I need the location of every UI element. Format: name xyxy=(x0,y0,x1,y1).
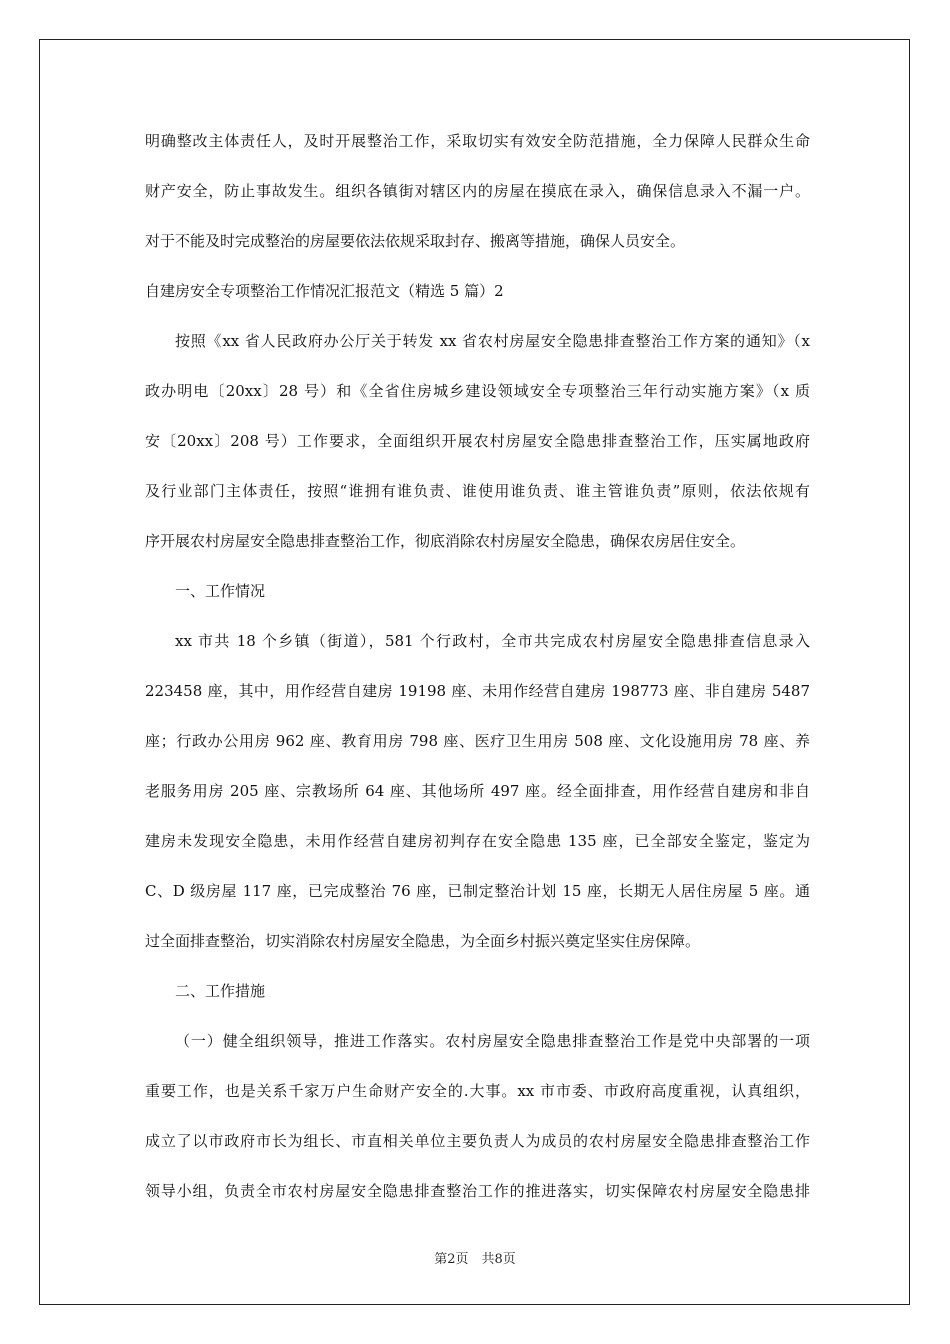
paragraph xyxy=(145,316,810,566)
text-line: C、D 级房屋 117 座，已完成整治 76 座，已制定整治计划 15 座，长期无人居住房屋 5 座。通 xyxy=(145,882,810,900)
text-line: 建房未发现安全隐患，未用作经营自建房初判存在安全隐患 135 座，已全部安全鉴定，鉴定为 xyxy=(145,832,810,850)
text-line: 及行业部门主体责任，按照“谁拥有谁负责、谁使用谁负责、谁主管谁负责”原则，依法依规有 xyxy=(145,482,810,500)
text-line: 按照《xx 省人民政府办公厅关于转发 xx 省农村房屋安全隐患排查整治工作方案的通知》（x xyxy=(175,332,810,350)
paragraph xyxy=(145,616,810,966)
text-line: 老服务用房 205 座、宗教场所 64 座、其他场所 497 座。经全面排查，用作经营自建房和非自 xyxy=(145,782,810,800)
section-title xyxy=(145,266,810,316)
section-heading xyxy=(145,566,810,616)
text-line: 政办明电〔20xx〕28 号）和《全省住房城乡建设领域安全专项整治三年行动实施方案》（x 质 xyxy=(145,382,810,400)
text-line: 明确整改主体责任人，及时开展整治工作，采取切实有效安全防范措施，全力保障人民群众生命 xyxy=(145,132,810,150)
text-line: 领导小组，负责全市农村房屋安全隐患排查整治工作的推进落实，切实保障农村房屋安全隐患排 xyxy=(145,1182,810,1200)
document-body xyxy=(145,116,810,1216)
page-number-footer: 第2页 共8页 xyxy=(434,1252,516,1267)
text-line: 成立了以市政府市长为组长、市直相关单位主要负责人为成员的农村房屋安全隐患排查整治工作 xyxy=(145,1132,810,1150)
text-line: xx 市共 18 个乡镇（街道），581 个行政村，全市共完成农村房屋安全隐患排查信息录入 xyxy=(175,632,810,650)
text-line: （一）健全组织领导，推进工作落实。农村房屋安全隐患排查整治工作是党中央部署的一项 xyxy=(175,1032,810,1050)
text-line: 重要工作，也是关系千家万户生命财产安全的.大事。xx 市市委、市政府高度重视，认真组织， xyxy=(145,1082,810,1100)
text-line: 223458 座，其中，用作经营自建房 19198 座、未用作经营自建房 198773 座、非自建房 5487 xyxy=(145,682,810,700)
text-line: 二、工作措施 xyxy=(175,982,266,1000)
paragraph xyxy=(145,116,810,266)
text-line: 安〔20xx〕208 号）工作要求，全面组织开展农村房屋安全隐患排查整治工作，压实属地政府 xyxy=(145,432,810,450)
text-line: 座；行政办公用房 962 座、教育用房 798 座、医疗卫生用房 508 座、文化设施用房 78 座、养 xyxy=(145,732,810,750)
text-line: 序开展农村房屋安全隐患排查整治工作，彻底消除农村房屋安全隐患，确保农房居住安全。 xyxy=(145,532,746,550)
text-line: 财产安全，防止事故发生。组织各镇街对辖区内的房屋在摸底在录入，确保信息录入不漏一户。 xyxy=(145,182,810,200)
section-heading xyxy=(145,966,810,1016)
text-line: 一、工作情况 xyxy=(175,582,266,600)
text-line: 自建房安全专项整治工作情况汇报范文（精选 5 篇）2 xyxy=(145,282,504,300)
text-line: 过全面排查整治，切实消除农村房屋安全隐患，为全面乡村振兴奠定坚实住房保障。 xyxy=(145,932,701,950)
paragraph xyxy=(145,1016,810,1216)
text-line: 对于不能及时完成整治的房屋要依法依规采取封存、搬离等措施，确保人员安全。 xyxy=(145,232,686,250)
